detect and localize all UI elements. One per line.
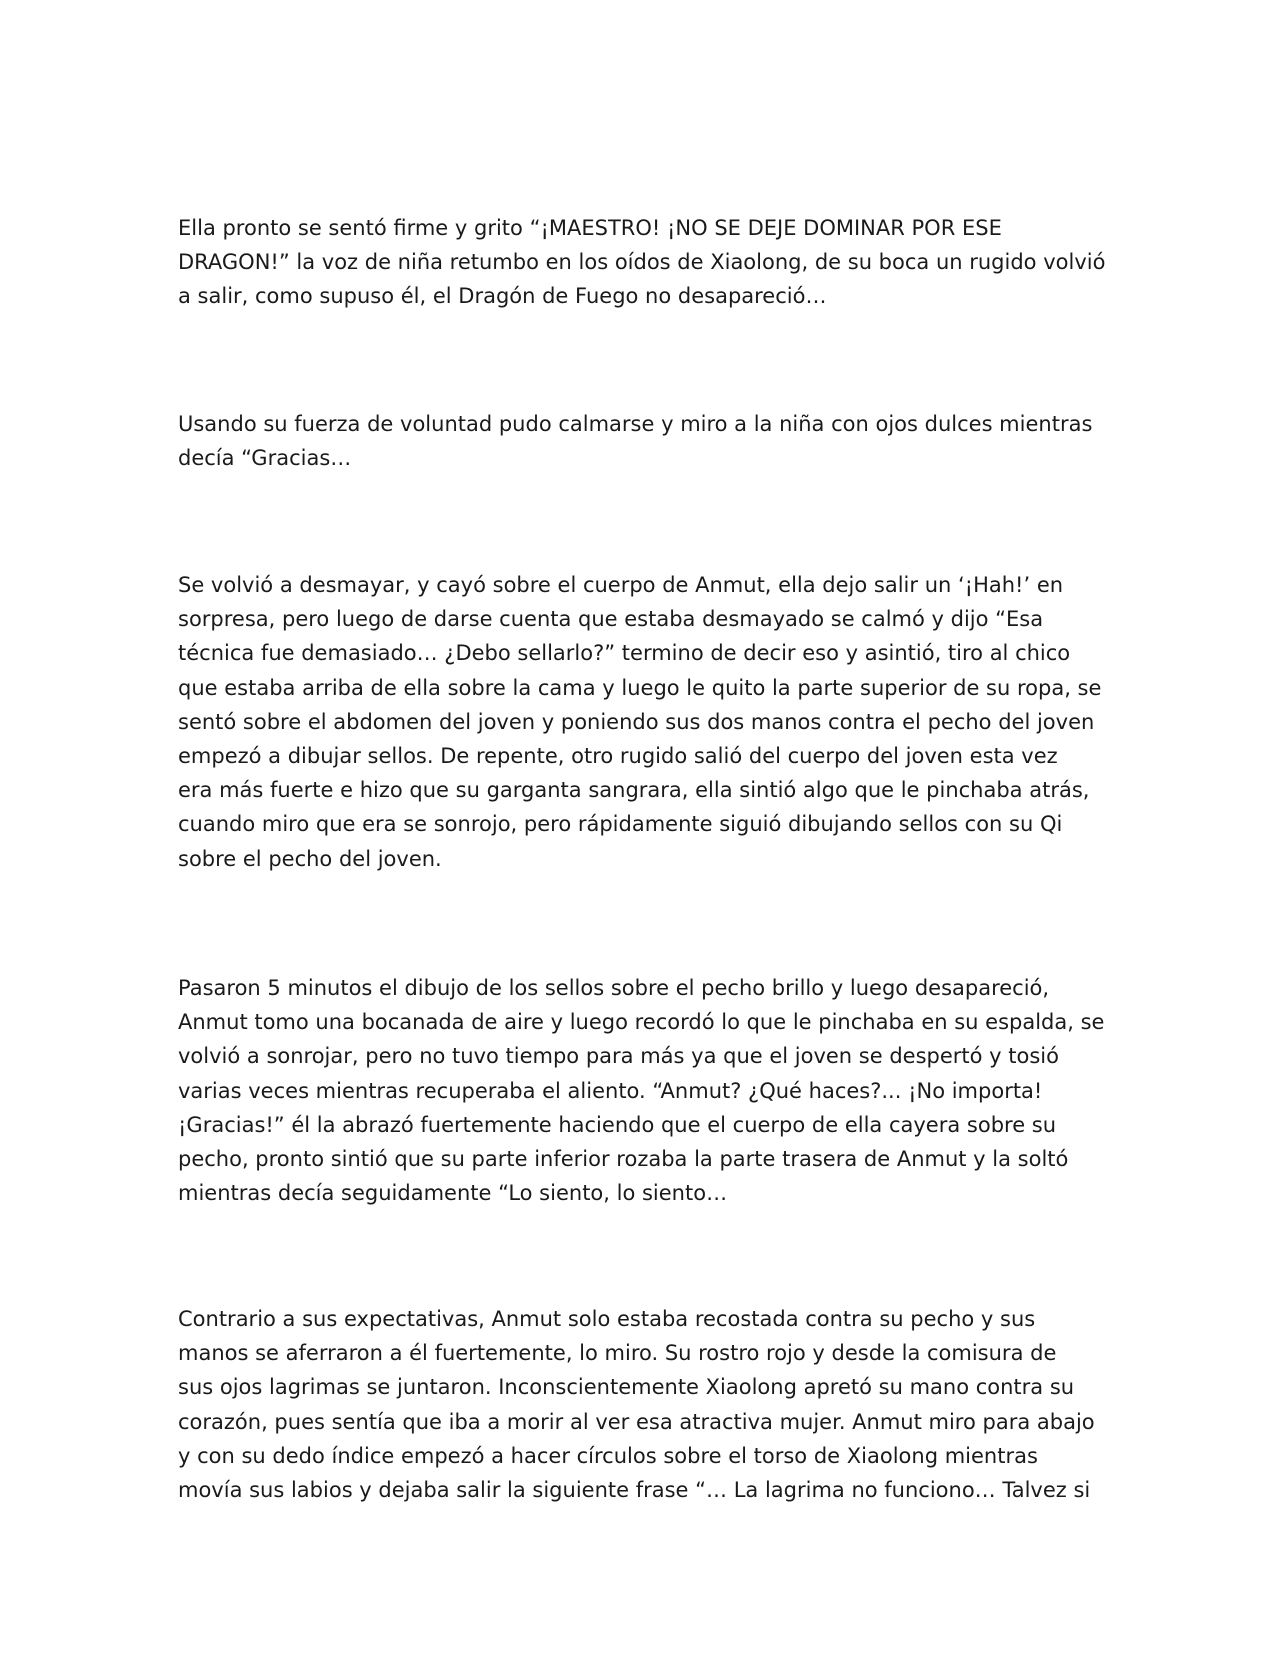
text-line: era más fuerte e hizo que su garganta sangrara, ella sintió algo que le pinchaba atrás,: [178, 778, 1090, 803]
text-line: sus ojos lagrimas se juntaron. Inconscientemente Xiaolong apretó su mano contra su: [178, 1375, 1075, 1400]
text-line: sentó sobre el abdomen del joven y poniendo sus dos manos contra el pecho del joven: [178, 709, 1095, 734]
paragraph-4: [178, 971, 1108, 1210]
text-line: sorpresa, pero luego de darse cuenta que estaba desmayado se calmó y dijo “Esa: [178, 607, 1044, 632]
text-line: a salir, como supuso él, el Dragón de Fuego no desapareció…: [178, 284, 827, 309]
text-line: sobre el pecho del joven.: [178, 846, 442, 871]
paragraph-1: [178, 211, 1108, 314]
text-line: y con su dedo índice empezó a hacer círculos sobre el torso de Xiaolong mientras: [178, 1443, 1038, 1468]
text-line: Se volvió a desmayar, y cayó sobre el cuerpo de Anmut, ella dejo salir un ‘¡Hah!’ en: [178, 573, 1064, 597]
text-line: Usando su fuerza de voluntad pudo calmarse y miro a la niña con ojos dulces mientras: [178, 412, 1093, 436]
text-line: ¡Gracias!” él la abrazó fuertemente haciendo que el cuerpo de ella cayera sobre su: [178, 1112, 1057, 1137]
text-line: cuando miro que era se sonrojo, pero rápidamente siguió dibujando sellos con su Qi: [178, 812, 1063, 837]
text-line: empezó a dibujar sellos. De repente, otro rugido salió del cuerpo del joven esta vez: [178, 744, 1058, 769]
text-line: que estaba arriba de ella sobre la cama y luego le quito la parte superior de su ropa, se: [178, 675, 1102, 700]
text-line: Ella pronto se sentó firme y grito “¡MAESTRO! ¡NO SE DEJE DOMINAR POR ESE: [178, 216, 1002, 240]
text-line: pecho, pronto sintió que su parte inferior rozaba la parte trasera de Anmut y la soltó: [178, 1147, 1069, 1172]
text-line: volvió a sonrojar, pero no tuvo tiempo para más ya que el joven se despertó y tosió: [178, 1044, 1059, 1069]
text-line: varias veces mientras recuperaba el aliento. “Anmut? ¿Qué haces?... ¡No importa!: [178, 1078, 1043, 1103]
text-line: mientras decía seguidamente “Lo siento, lo siento…: [178, 1181, 728, 1206]
text-line: Pasaron 5 minutos el dibujo de los sellos sobre el pecho brillo y luego desapareció,: [178, 976, 1050, 1000]
text-line: técnica fue demasiado… ¿Debo sellarlo?” termino de decir eso y asintió, tiro al chico: [178, 641, 1071, 666]
paragraph-2: [178, 407, 1108, 475]
text-line: corazón, pues sentía que iba a morir al ver esa atractiva mujer. Anmut miro para abajo: [178, 1409, 1095, 1434]
paragraph-5: [178, 1302, 1108, 1507]
text-line: manos se aferraron a él fuertemente, lo miro. Su rostro rojo y desde la comisura de: [178, 1341, 1057, 1366]
text-line: decía “Gracias…: [178, 446, 352, 471]
text-line: DRAGON!” la voz de niña retumbo en los oídos de Xiaolong, de su boca un rugido volvió: [178, 250, 1106, 275]
text-line: Anmut tomo una bocanada de aire y luego recordó lo que le pinchaba en su espalda, se: [178, 1010, 1105, 1035]
text-line: movía sus labios y dejaba salir la siguiente frase “… La lagrima no funciono… Talvez si: [178, 1478, 1091, 1503]
text-line: Contrario a sus expectativas, Anmut solo estaba recostada contra su pecho y sus: [178, 1307, 1036, 1331]
paragraph-3: [178, 568, 1108, 876]
